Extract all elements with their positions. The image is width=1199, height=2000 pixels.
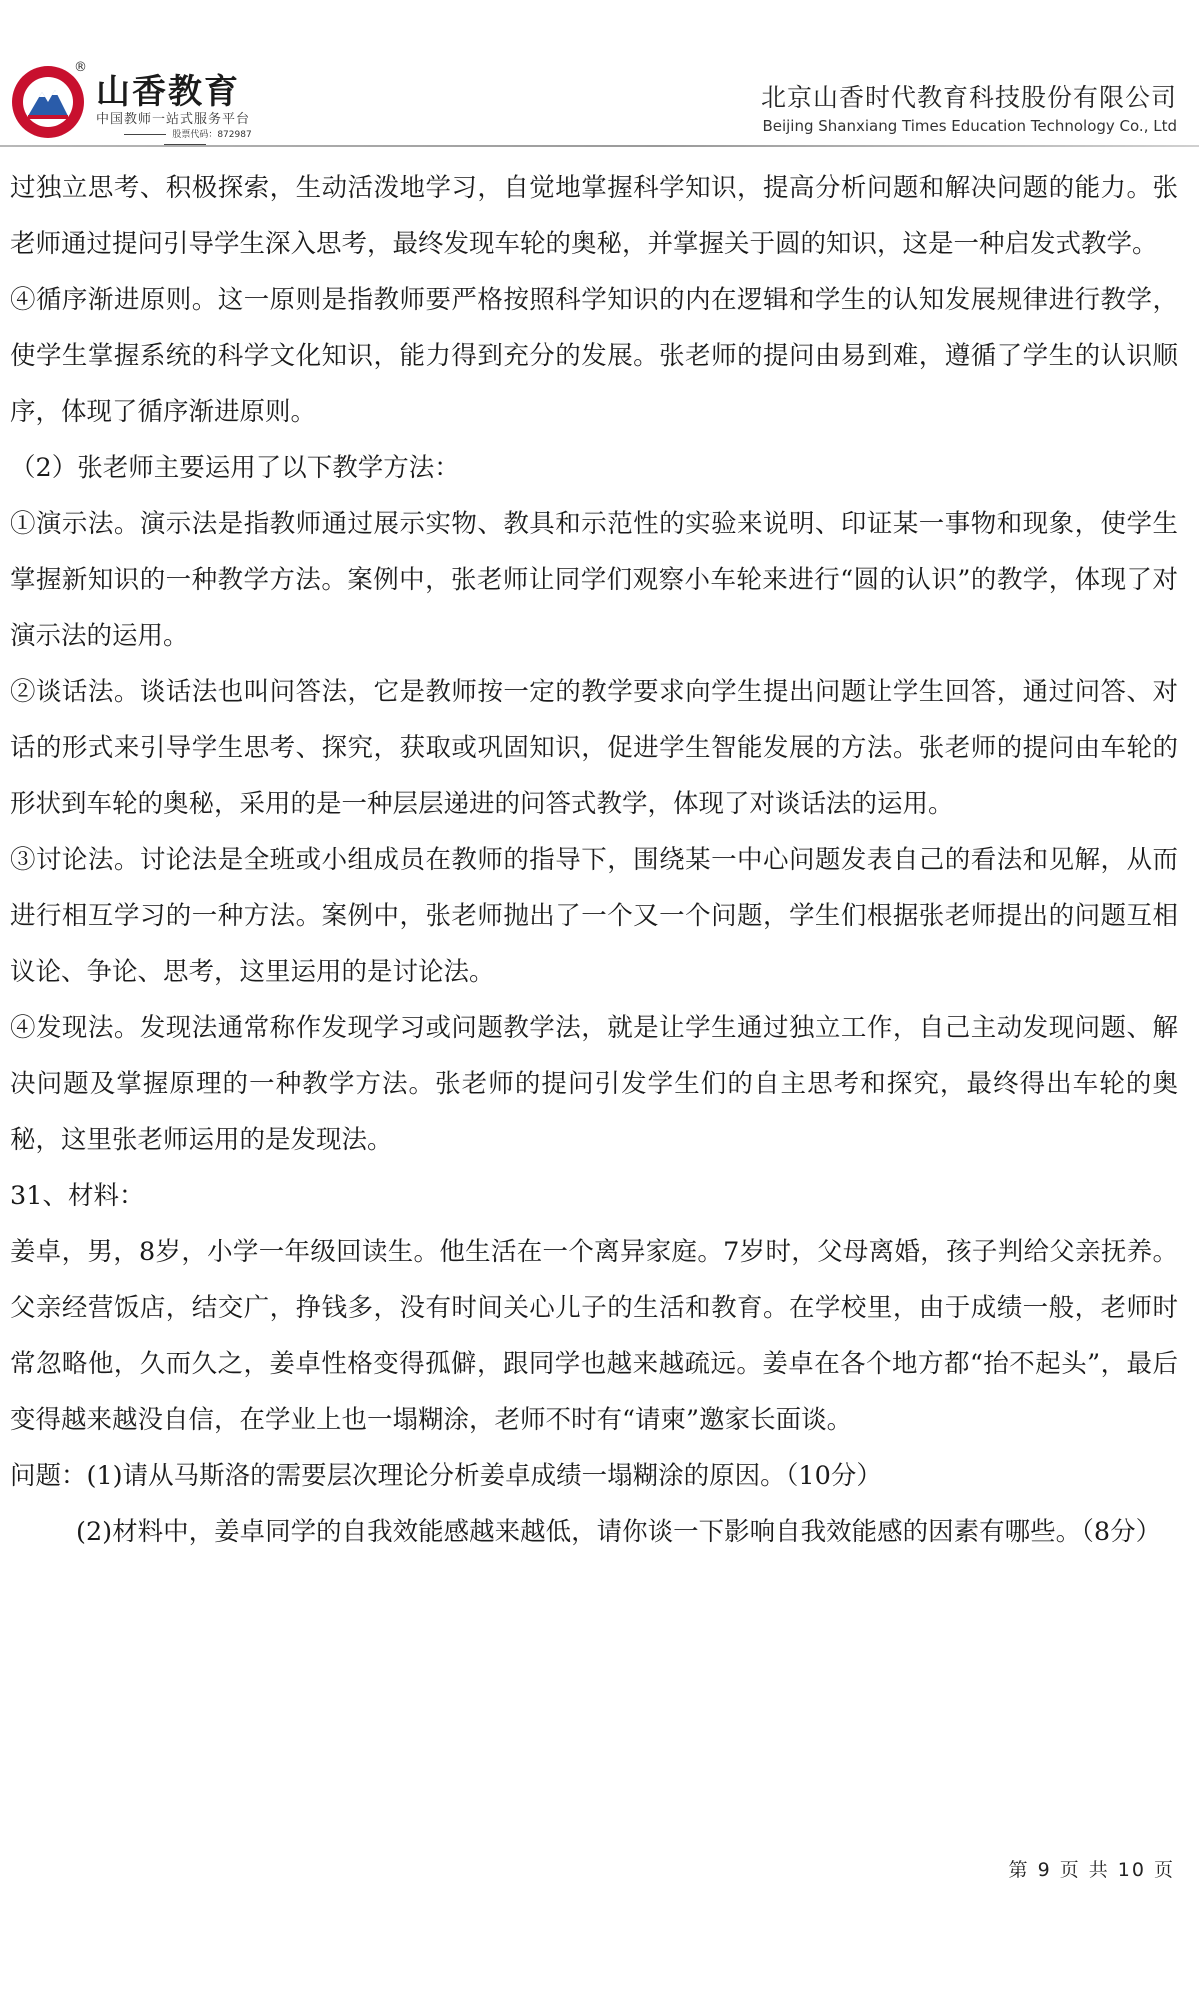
page-number: 第 9 页 共 10 页 bbox=[1008, 1859, 1175, 1881]
paragraph-discussion-method: ③讨论法。讨论法是全班或小组成员在教师的指导下，围绕某一中心问题发表自己的看法和见解，从而进行相互学习的一种方法。案例中，张老师抛出了一个又一个问题，学生们根据张老师提出的问题互相议论、争论、思考，这里运用的是讨论法。 bbox=[10, 845, 1178, 987]
paragraph-discovery-method: ④发现法。发现法通常称作发现学习或问题教学法，就是让学生通过独立工作，自己主动发现问题、解决问题及掌握原理的一种教学方法。张老师的提问引发学生们的自主思考和探究，最终得出车轮的奥秘，这里张老师运用的是发现法。 bbox=[10, 1013, 1178, 1155]
case-material: 姜卓，男，8岁，小学一年级回读生。他生活在一个离异家庭。7岁时，父母离婚，孩子判给父亲抚养。父亲经营饭店，结交广，挣钱多，没有时间关心儿子的生活和教育。在学校里，由于成绩一般，老师时常忽略他，久而久之，姜卓性格变得孤僻，跟同学也越来越疏远。姜卓在各个地方都“抬不起头”，最后变得越来越没自信，在学业上也一塌糊涂，老师不时有“请柬”邀家长面谈。 bbox=[10, 1237, 1178, 1435]
registered-mark: ® bbox=[74, 60, 87, 75]
question-2: (2)材料中，姜卓同学的自我效能感越来越低，请你谈一下影响自我效能感的因素有哪些。（8分） bbox=[76, 1517, 1162, 1547]
company-name-cn: 北京山香时代教育科技股份有限公司 bbox=[760, 83, 1177, 112]
stock-code: 股票代码：872987 bbox=[96, 127, 274, 150]
question-31-heading: 31、材料： bbox=[10, 1181, 145, 1211]
page-header bbox=[0, 0, 1199, 145]
paragraph-gradual-principle: ④循序渐进原则。这一原则是指教师要严格按照科学知识的内在逻辑和学生的认知发展规律进行教学，使学生掌握系统的科学文化知识，能力得到充分的发展。张老师的提问由易到难，遵循了学生的认识顺序，体现了循序渐进原则。 bbox=[10, 285, 1178, 427]
header-divider bbox=[0, 145, 1199, 147]
company-name-en: Beijing Shanxiang Times Education Technology Co., Ltd bbox=[762, 117, 1177, 135]
paragraph-methods-heading: （2）张老师主要运用了以下教学方法： bbox=[10, 453, 460, 483]
question-1: 问题：(1)请从马斯洛的需要层次理论分析姜卓成绩一塌糊涂的原因。（10分） bbox=[10, 1461, 882, 1491]
document-body bbox=[10, 160, 1178, 1560]
brand-tagline: 中国教师一站式服务平台 bbox=[96, 112, 251, 127]
paragraph-demonstration-method: ①演示法。演示法是指教师通过展示实物、教具和示范性的实验来说明、印证某一事物和现象，使学生掌握新知识的一种教学方法。案例中，张老师让同学们观察小车轮来进行“圆的认识”的教学，体现了对演示法的运用。 bbox=[10, 509, 1178, 651]
paragraph-heuristic-teaching: 过独立思考、积极探索，生动活泼地学习，自觉地掌握科学知识，提高分析问题和解决问题的能力。张老师通过提问引导学生深入思考，最终发现车轮的奥秘，并掌握关于圆的知识，这是一种启发式教学。 bbox=[10, 173, 1178, 259]
paragraph-conversation-method: ②谈话法。谈话法也叫问答法，它是教师按一定的教学要求向学生提出问题让学生回答，通过问答、对话的形式来引导学生思考、探究，获取或巩固知识，促进学生智能发展的方法。张老师的提问由车轮的形状到车轮的奥秘，采用的是一种层层递进的问答式教学，体现了对谈话法的运用。 bbox=[10, 677, 1178, 819]
brand-name: 山香教育 bbox=[96, 72, 240, 112]
shanxiang-seal-logo-icon bbox=[10, 64, 86, 140]
